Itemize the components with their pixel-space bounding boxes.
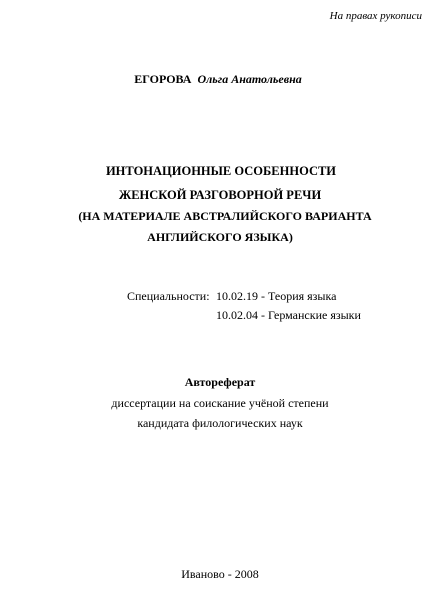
city-year: Иваново - 2008 <box>181 567 259 581</box>
title-line-2: ЖЕНСКОЙ РАЗГОВОРНОЙ РЕЧИ <box>118 188 322 202</box>
abstract-subtitle-line-2: кандидата филологических наук <box>137 416 303 430</box>
specialty-item: 10.02.04 - Германские языки <box>216 308 361 322</box>
specialties-label: Специальности: <box>127 289 210 303</box>
title-line-3: (НА МАТЕРИАЛЕ АВСТРАЛИЙСКОГО ВАРИАНТА <box>78 209 372 223</box>
title-line-4: АНГЛИЙСКОГО ЯЗЫКА) <box>147 230 293 244</box>
abstract-subtitle-line-1: диссертации на соискание учёной степени <box>111 396 329 410</box>
author-given-names: Ольга Анатольевна <box>197 72 302 86</box>
author-surname: ЕГОРОВА <box>134 72 192 86</box>
abstract-heading: Автореферат <box>184 375 256 389</box>
title-line-1: ИНТОНАЦИОННЫЕ ОСОБЕННОСТИ <box>105 164 337 178</box>
author-name <box>0 72 436 86</box>
specialty-item: 10.02.19 - Теория языка <box>216 289 337 303</box>
rights-note: На правах рукописи <box>329 10 422 22</box>
